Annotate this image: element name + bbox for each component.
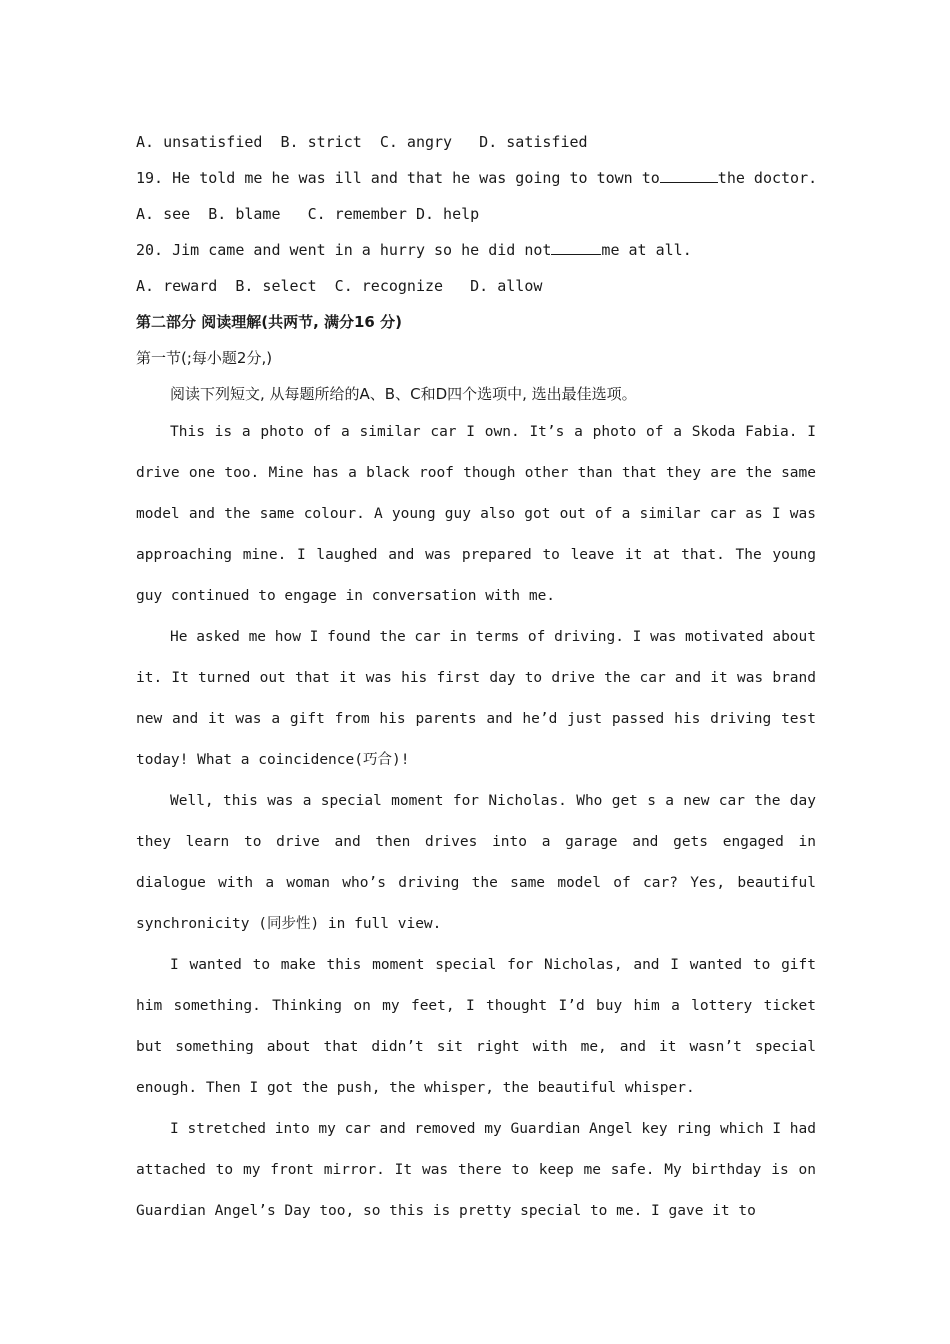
q19-text-before: 19. He told me he was ill and that he was going to town to	[136, 169, 660, 187]
q20-question	[136, 232, 816, 268]
q19-question	[136, 160, 816, 196]
passage-paragraph-4: I wanted to make this moment special for Nicholas, and I wanted to gift him something. Thinking on my feet, I thought I’d buy him a lottery ticket but something about that didn’t sit right with me, and it wasn’t special enough. Then I got the push, the whisper, the beautiful whisper.	[136, 957, 816, 1096]
section-title: 第二部分 阅读理解(共两节, 满分16 分)	[136, 313, 402, 331]
passage-paragraph-3: Well, this was a special moment for Nicholas. Who get s a new car the day they learn to drive and then drives into a garage and gets engaged in dialogue with a woman who’s driving the same model of car? Yes, beautiful synchronicity (同步性) in full view.	[136, 793, 816, 932]
q20-options: A. reward B. select C. recognize D. allow	[136, 277, 543, 295]
q18-options: A. unsatisfied B. strict C. angry D. satisfied	[136, 133, 588, 151]
passage-paragraph-5: I stretched into my car and removed my Guardian Angel key ring which I had attached to my front mirror. It was there to keep me safe. My birthday is on Guardian Angel’s Day too, so this is pretty special to me. I gave it to	[136, 1121, 817, 1219]
subsection-title: 第一节(;每小题2分,)	[136, 349, 273, 367]
q19-options: A. see B. blame C. remember D. help	[136, 205, 480, 223]
passage-paragraph-2: He asked me how I found the car in terms of driving. I was motivated about it. It turned out that it was his first day to drive the car and it was brand new and it was a gift from his parents and he’d just passed his driving test today! What a coincidence(巧合)!	[136, 629, 817, 768]
q20-text-after: me at all.	[601, 241, 692, 259]
passage-paragraph-1: This is a photo of a similar car I own. It’s a photo of a Skoda Fabia. I drive one too. Mine has a black roof though other than that they are the same model and the same colour. A young guy also got out of a similar car as I was approaching mine. I laughed and was prepared to leave it at that. The young guy continued to engage in conversation with me.	[136, 424, 816, 604]
q20-text-before: 20. Jim came and went in a hurry so he did not	[136, 241, 552, 259]
q19-blank	[660, 166, 718, 183]
q20-blank	[551, 238, 601, 255]
reading-instruction: 阅读下列短文, 从每题所给的A、B、C和D四个选项中, 选出最佳选项。	[170, 385, 637, 403]
q19-text-after: the doctor.	[717, 169, 818, 187]
document-page	[136, 124, 816, 1232]
